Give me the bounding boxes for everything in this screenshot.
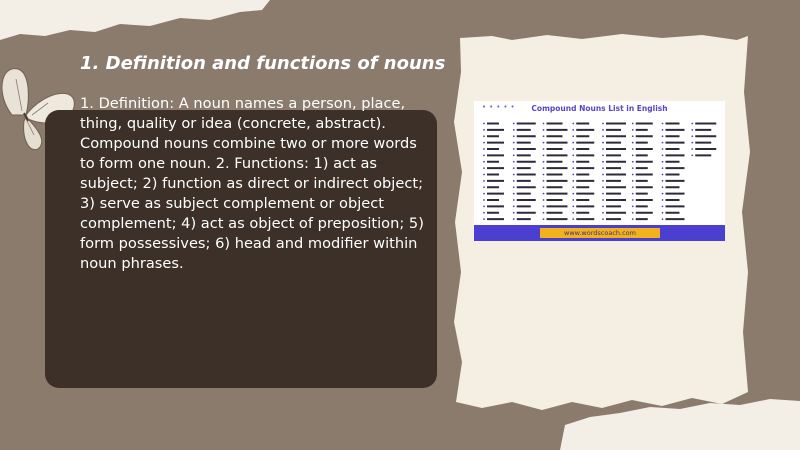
word-entry	[666, 193, 685, 195]
word-bullet	[662, 186, 664, 188]
word-entry	[666, 123, 680, 125]
word-entry	[666, 212, 680, 214]
word-entry	[606, 154, 621, 156]
word-entry	[636, 199, 653, 201]
word-bullet	[602, 193, 604, 195]
word-entry	[517, 199, 536, 201]
word-entry	[576, 180, 594, 182]
word-entry	[606, 180, 621, 182]
word-entry	[636, 174, 653, 176]
word-entry	[576, 212, 589, 214]
word-bullet	[572, 193, 574, 195]
word-bullet	[572, 129, 574, 131]
word-entry	[517, 167, 531, 169]
word-entry	[695, 154, 711, 156]
word-bullet	[543, 218, 545, 220]
word-bullet	[662, 199, 664, 201]
word-entry	[547, 180, 568, 182]
word-bullet	[483, 123, 485, 125]
word-entry	[547, 167, 568, 169]
word-bullet	[543, 161, 545, 163]
word-bullet	[632, 205, 634, 207]
word-entry	[547, 212, 563, 214]
word-entry	[576, 148, 589, 150]
word-entry	[606, 142, 621, 144]
word-entry	[666, 161, 680, 163]
word-bullet	[662, 167, 664, 169]
word-entry	[636, 129, 648, 131]
word-entry	[576, 161, 589, 163]
word-bullet	[602, 212, 604, 214]
word-bullet	[602, 218, 604, 220]
word-bullet	[483, 135, 485, 137]
word-bullet	[513, 212, 515, 214]
word-entry	[666, 199, 680, 201]
word-bullet	[662, 154, 664, 156]
word-entry	[576, 123, 589, 125]
word-list-grid	[482, 119, 720, 221]
word-bullet	[632, 193, 634, 195]
word-bullet	[691, 123, 693, 125]
word-bullet	[662, 180, 664, 182]
word-bullet	[572, 154, 574, 156]
word-entry	[487, 199, 499, 201]
word-entry	[576, 167, 594, 169]
word-bullet	[483, 205, 485, 207]
word-entry	[695, 142, 711, 144]
word-bullet	[632, 167, 634, 169]
word-entry	[576, 205, 594, 207]
word-bullet	[513, 135, 515, 137]
word-entry	[636, 135, 653, 137]
word-entry	[487, 186, 499, 188]
word-bullet	[513, 180, 515, 182]
word-entry	[517, 135, 536, 137]
word-entry	[606, 218, 621, 220]
word-entry	[487, 148, 499, 150]
word-bullet	[602, 199, 604, 201]
word-entry	[666, 142, 685, 144]
word-entry	[547, 142, 568, 144]
word-entry	[636, 142, 648, 144]
word-bullet	[483, 161, 485, 163]
word-entry	[487, 205, 504, 207]
word-bullet	[543, 193, 545, 195]
word-bullet	[572, 148, 574, 150]
word-bullet	[662, 135, 664, 137]
word-bullet	[662, 161, 664, 163]
word-bullet	[543, 129, 545, 131]
word-entry	[547, 148, 563, 150]
word-entry	[606, 167, 621, 169]
word-bullet	[483, 218, 485, 220]
word-entry	[636, 167, 648, 169]
word-bullet	[572, 135, 574, 137]
word-entry	[576, 199, 589, 201]
word-bullet	[662, 174, 664, 176]
image-title: Compound Nouns List in English	[531, 104, 668, 113]
word-entry	[487, 129, 504, 131]
word-bullet	[513, 167, 515, 169]
word-bullet	[513, 129, 515, 131]
word-entry	[606, 199, 626, 201]
word-bullet	[572, 199, 574, 201]
word-bullet	[691, 148, 693, 150]
word-bullet	[572, 174, 574, 176]
word-entry	[695, 129, 711, 131]
word-bullet	[662, 148, 664, 150]
word-bullet	[632, 123, 634, 125]
word-entry	[606, 129, 621, 131]
word-entry	[547, 193, 568, 195]
word-entry	[487, 161, 499, 163]
word-bullet	[483, 142, 485, 144]
word-bullet	[632, 218, 634, 220]
image-url-label: www.wordscoach.com	[540, 228, 660, 238]
word-bullet	[691, 129, 693, 131]
word-entry	[487, 167, 504, 169]
word-bullet	[572, 167, 574, 169]
word-bullet	[632, 129, 634, 131]
word-bullet	[513, 142, 515, 144]
word-bullet	[483, 212, 485, 214]
word-bullet	[513, 154, 515, 156]
word-entry	[547, 154, 568, 156]
word-bullet	[572, 142, 574, 144]
word-bullet	[543, 142, 545, 144]
decorative-dots: •••••	[482, 103, 518, 111]
word-bullet	[691, 142, 693, 144]
word-bullet	[543, 180, 545, 182]
word-entry	[666, 218, 685, 220]
word-entry	[636, 205, 648, 207]
word-bullet	[602, 129, 604, 131]
word-entry	[636, 161, 653, 163]
word-entry	[636, 180, 648, 182]
word-bullet	[513, 186, 515, 188]
word-bullet	[483, 129, 485, 131]
word-bullet	[632, 199, 634, 201]
word-entry	[666, 129, 685, 131]
word-bullet	[632, 148, 634, 150]
word-entry	[576, 174, 589, 176]
word-entry	[606, 212, 626, 214]
word-entry	[606, 148, 626, 150]
word-bullet	[632, 142, 634, 144]
word-entry	[517, 212, 536, 214]
word-bullet	[602, 135, 604, 137]
word-bullet	[513, 161, 515, 163]
word-entry	[547, 174, 563, 176]
word-entry	[517, 154, 531, 156]
word-entry	[606, 174, 626, 176]
word-entry	[547, 218, 568, 220]
word-bullet	[483, 186, 485, 188]
word-bullet	[632, 180, 634, 182]
word-entry	[547, 186, 563, 188]
word-bullet	[483, 199, 485, 201]
word-entry	[606, 193, 621, 195]
word-bullet	[602, 148, 604, 150]
slide-body-text: 1. Definition: A noun names a person, place, thing, quality or idea (concrete, abstract). Compound nouns combine two or more words to form one noun. 2. Functions: 1) act as subject; 2) function as direct or indirect object; 3) serve as subject complement or object complement; 4) act as object of preposition; 5) form possessives; 6) head and modifier within noun phrases.	[80, 95, 424, 272]
word-entry	[487, 174, 499, 176]
word-bullet	[513, 205, 515, 207]
word-bullet	[602, 154, 604, 156]
word-entry	[487, 212, 499, 214]
word-bullet	[543, 205, 545, 207]
word-bullet	[662, 212, 664, 214]
word-bullet	[602, 205, 604, 207]
word-entry	[666, 205, 685, 207]
word-bullet	[662, 123, 664, 125]
word-bullet	[543, 212, 545, 214]
word-entry	[636, 123, 653, 125]
word-entry	[517, 161, 536, 163]
word-entry	[666, 167, 685, 169]
word-bullet	[602, 161, 604, 163]
word-entry	[547, 161, 563, 163]
word-entry	[576, 218, 594, 220]
word-entry	[517, 205, 531, 207]
torn-paper-bottom	[0, 395, 800, 450]
word-bullet	[513, 193, 515, 195]
word-bullet	[662, 193, 664, 195]
word-entry	[517, 180, 531, 182]
word-bullet	[543, 186, 545, 188]
word-entry	[636, 212, 653, 214]
word-bullet	[572, 161, 574, 163]
word-bullet	[513, 199, 515, 201]
word-bullet	[543, 154, 545, 156]
word-bullet	[602, 142, 604, 144]
word-entry	[576, 186, 589, 188]
word-bullet	[602, 167, 604, 169]
word-bullet	[483, 167, 485, 169]
word-entry	[576, 193, 594, 195]
slide-title: 1. Definition and functions of nouns	[80, 53, 446, 74]
word-bullet	[572, 123, 574, 125]
word-bullet	[602, 174, 604, 176]
word-bullet	[543, 148, 545, 150]
word-entry	[547, 129, 568, 131]
word-bullet	[572, 180, 574, 182]
word-bullet	[543, 174, 545, 176]
word-entry	[606, 161, 626, 163]
word-bullet	[572, 218, 574, 220]
word-bullet	[602, 180, 604, 182]
word-entry	[606, 205, 621, 207]
compound-nouns-image	[474, 101, 725, 241]
word-bullet	[483, 180, 485, 182]
word-entry	[517, 174, 536, 176]
word-bullet	[483, 193, 485, 195]
word-bullet	[572, 186, 574, 188]
word-entry	[606, 135, 626, 137]
word-entry	[666, 135, 680, 137]
word-entry	[517, 129, 531, 131]
word-entry	[606, 186, 626, 188]
word-entry	[666, 148, 680, 150]
word-entry	[666, 180, 685, 182]
word-bullet	[632, 135, 634, 137]
word-entry	[576, 135, 589, 137]
word-bullet	[543, 167, 545, 169]
word-entry	[666, 154, 685, 156]
word-entry	[547, 135, 563, 137]
word-entry	[547, 205, 568, 207]
word-entry	[636, 193, 648, 195]
word-entry	[487, 180, 504, 182]
word-bullet	[543, 135, 545, 137]
word-entry	[517, 218, 531, 220]
word-bullet	[483, 154, 485, 156]
word-bullet	[572, 205, 574, 207]
word-entry	[636, 186, 653, 188]
word-bullet	[662, 142, 664, 144]
word-entry	[576, 154, 594, 156]
word-entry	[487, 154, 504, 156]
word-entry	[666, 174, 680, 176]
word-bullet	[602, 123, 604, 125]
word-entry	[695, 148, 716, 150]
word-entry	[636, 218, 648, 220]
word-bullet	[691, 135, 693, 137]
word-bullet	[632, 161, 634, 163]
word-bullet	[483, 148, 485, 150]
word-bullet	[513, 123, 515, 125]
word-entry	[695, 123, 716, 125]
word-bullet	[662, 205, 664, 207]
word-entry	[636, 148, 653, 150]
word-entry	[487, 135, 499, 137]
word-entry	[547, 199, 563, 201]
word-entry	[517, 142, 531, 144]
word-entry	[517, 186, 536, 188]
word-entry	[576, 142, 594, 144]
word-bullet	[483, 174, 485, 176]
word-bullet	[662, 129, 664, 131]
word-entry	[517, 193, 531, 195]
word-bullet	[662, 218, 664, 220]
word-entry	[517, 148, 536, 150]
word-entry	[487, 218, 504, 220]
word-bullet	[513, 148, 515, 150]
word-entry	[547, 123, 563, 125]
word-entry	[695, 135, 716, 137]
word-bullet	[513, 218, 515, 220]
word-bullet	[632, 154, 634, 156]
word-bullet	[632, 212, 634, 214]
word-entry	[487, 193, 504, 195]
word-entry	[487, 142, 504, 144]
word-entry	[636, 154, 648, 156]
word-bullet	[572, 212, 574, 214]
word-bullet	[602, 186, 604, 188]
word-entry	[517, 123, 536, 125]
word-entry	[576, 129, 594, 131]
word-bullet	[513, 174, 515, 176]
word-entry	[606, 123, 626, 125]
word-entry	[487, 123, 499, 125]
word-bullet	[632, 186, 634, 188]
word-bullet	[632, 174, 634, 176]
word-bullet	[543, 123, 545, 125]
word-entry	[666, 186, 680, 188]
word-bullet	[543, 199, 545, 201]
word-bullet	[691, 154, 693, 156]
